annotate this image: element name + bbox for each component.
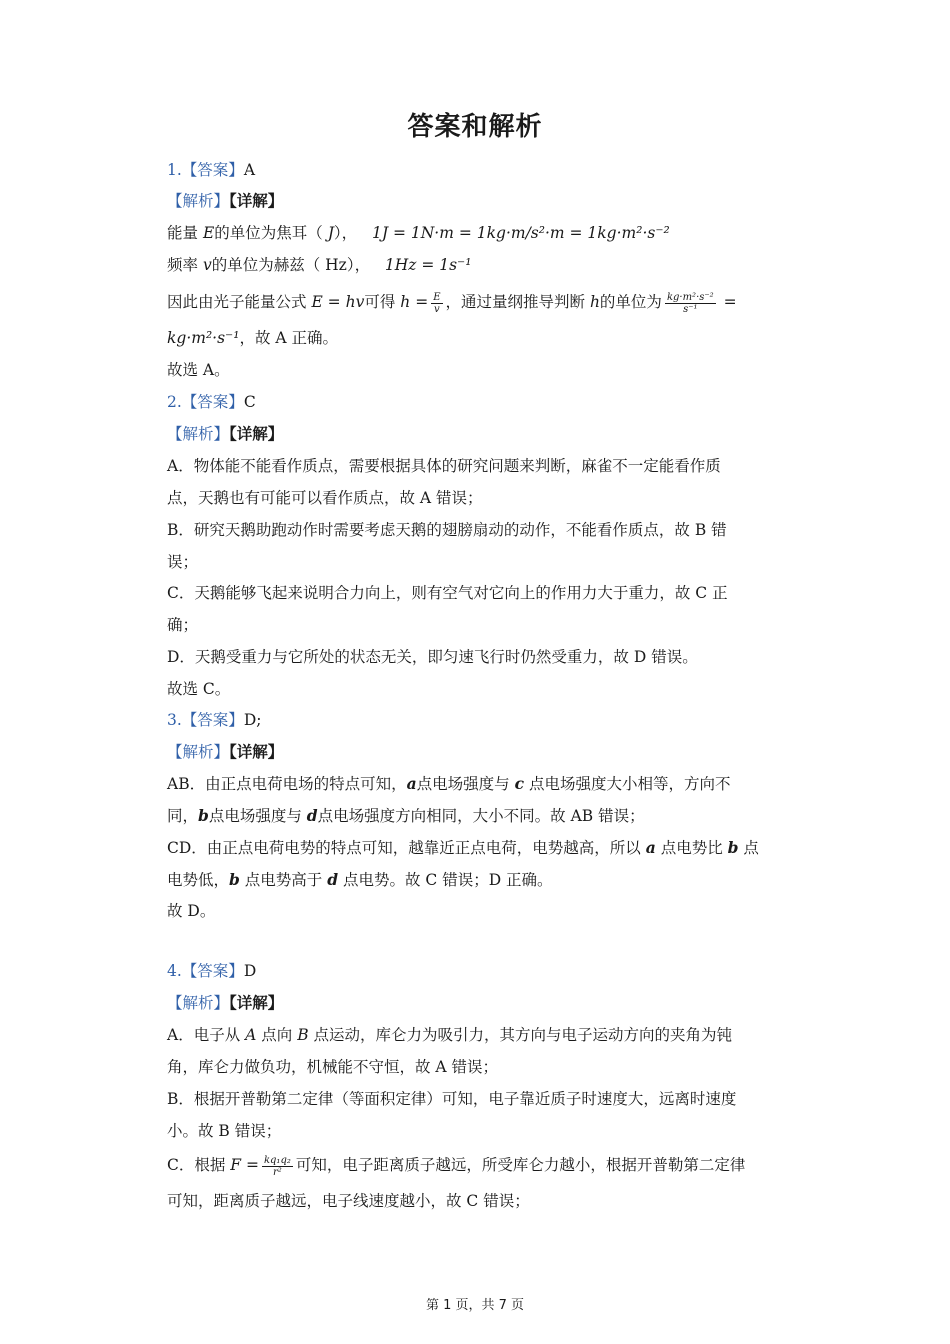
text: 点电场强度大小相等，方向不 (524, 775, 731, 793)
text: 点电势高于 (239, 871, 328, 889)
frac-num: kq₁q₂ (263, 1154, 291, 1166)
q4-option-a-line1 (167, 1024, 732, 1046)
text: 点电场强度与 (416, 775, 515, 793)
text: 可得 (364, 293, 401, 311)
q4-answer-line (167, 960, 256, 982)
q2-option-a-line1: A．物体能不能看作质点，需要根据具体的研究问题来判断，麻雀不一定能看作质 (167, 457, 721, 475)
q4-answer: D (243, 962, 257, 980)
q2-option-b-line1: B．研究天鹅助跑动作时需要考虑天鹅的翅膀扇动的动作，不能看作质点，故 B 错 (167, 521, 727, 539)
text: 的单位为赫兹（ Hz）， (211, 256, 375, 274)
q2-detail-label: 【详解】 (229, 424, 284, 443)
frac-den: s⁻¹ (683, 303, 698, 315)
q3-analysis-line (167, 741, 283, 763)
q1-analysis-line (167, 190, 283, 212)
q4-option-a-line2: 角，库仑力做负功，机械能不守恒，故 A 错误； (167, 1058, 499, 1076)
q3-answer: D; (243, 711, 262, 729)
text: 可知，电子距离质子越远，所受库仑力越小，根据开普勒第二定律 (295, 1156, 746, 1174)
q2-option-b-line2: 误； (167, 553, 199, 571)
var-E: E (202, 224, 215, 242)
joule-equation: 1J = 1N·m = 1kg·m/s²·m = 1kg·m²·s⁻² (371, 224, 670, 242)
q3-analysis-label: 【解析】 (167, 743, 230, 761)
fraction-e-over-v (431, 292, 442, 315)
text: 点电场强度与 (208, 807, 307, 825)
text: 点 (738, 839, 759, 857)
var-a: a (645, 838, 656, 857)
q4-analysis-line (167, 992, 283, 1014)
q1-number: 1. (167, 161, 182, 179)
text: = (718, 293, 737, 311)
q1-detail-label: 【详解】 (229, 191, 284, 210)
var-B: B (297, 1026, 309, 1044)
q2-answer-line (167, 391, 256, 413)
frac-den: v (434, 303, 440, 315)
page-title: 答案和解析 (407, 112, 543, 142)
text: ，故 A 正确。 (239, 329, 338, 347)
q3-answer-line (167, 709, 261, 731)
var-b: b (727, 838, 739, 857)
q3-answer-label: 【答案】 (181, 711, 244, 729)
q4-answer-label: 【答案】 (181, 962, 244, 980)
q4-option-b-line2: 小。故 B 错误； (167, 1122, 282, 1140)
text: 点向 (256, 1026, 298, 1044)
var-h: h = (400, 293, 429, 311)
q3-option-ab-line2 (167, 805, 645, 827)
var-b: b (198, 806, 209, 825)
q2-analysis-line (167, 423, 283, 445)
unit-result: kg·m²·s⁻¹ (167, 329, 240, 347)
frac-num: E (433, 291, 441, 303)
q2-option-a-line2: 点，天鹅也有可能可以看作质点，故 A 错误； (167, 489, 483, 507)
q1-frequency-line (167, 254, 471, 276)
q2-option-d-line1: D．天鹅受重力与它所处的状态无关，即匀速飞行时仍然受重力，故 D 错误。 (167, 648, 698, 666)
text: 点电场强度方向相同，大小不同。故 AB 错误； (317, 807, 645, 825)
q4-detail-label: 【详解】 (229, 993, 284, 1012)
hertz-equation: 1Hz = 1s⁻¹ (384, 256, 472, 274)
q2-analysis-label: 【解析】 (167, 425, 230, 443)
frac-num: kg·m²·s⁻² (666, 291, 714, 303)
q1-answer: A (243, 161, 256, 179)
q3-option-ab-line1 (167, 773, 730, 795)
q4-analysis-label: 【解析】 (167, 994, 230, 1012)
text: 点电势比 (655, 839, 728, 857)
q1-conclusion: 故选 A。 (167, 361, 230, 379)
q3-option-cd-line1 (167, 837, 759, 859)
fraction-coulomb (262, 1155, 293, 1178)
var-d: d (306, 806, 318, 825)
text: A．电子从 (167, 1026, 246, 1044)
q1-energy-line (167, 222, 670, 244)
q2-number: 2. (167, 393, 182, 411)
text: ）， (333, 224, 363, 242)
q1-answer-line (167, 159, 255, 181)
q4-number: 4. (167, 962, 182, 980)
var-A: A (245, 1026, 257, 1044)
text: 的单位为焦耳（ (214, 224, 328, 242)
text: 因此由光子能量公式 (167, 293, 312, 311)
var-J: J (327, 224, 334, 242)
q2-answer-label: 【答案】 (181, 393, 244, 411)
q1-answer-label: 【答案】 (181, 161, 244, 179)
var-d: d (327, 870, 339, 889)
text: 能量 (167, 224, 203, 242)
text: 频率 (167, 256, 203, 274)
text: ，通过量纲推导判断 (445, 293, 590, 311)
q2-option-c-line2: 确； (167, 616, 199, 634)
text: 同， (167, 807, 199, 825)
var-b: b (229, 870, 240, 889)
q4-option-c-line1 (167, 1154, 745, 1178)
text: 点运动，库仑力为吸引力，其方向与电子运动方向的夹角为钝 (308, 1026, 733, 1044)
q2-answer: C (243, 393, 256, 411)
text: C．根据 (167, 1156, 231, 1174)
text: CD．由正点电荷电势的特点可知，越靠近正点电荷，电势越高，所以 (167, 839, 646, 857)
q3-detail-label: 【详解】 (229, 742, 284, 761)
q1-analysis-label: 【解析】 (167, 192, 230, 210)
q3-conclusion: 故 D。 (167, 902, 216, 920)
text: 电势低， (167, 871, 230, 889)
q2-conclusion: 故选 C。 (167, 680, 231, 698)
q1-result-line (167, 327, 338, 349)
text: 点电势。故 C 错误；D 正确。 (338, 871, 553, 889)
q4-option-c-line2: 可知，距离质子越远，电子线速度越小，故 C 错误； (167, 1192, 530, 1210)
page-footer: 第 1 页，共 7 页 (425, 1298, 525, 1313)
q1-derivation-line (167, 291, 737, 315)
q3-option-cd-line2 (167, 869, 553, 891)
var-a: a (406, 774, 417, 793)
q4-option-b-line1: B．根据开普勒第二定律（等面积定律）可知，电子靠近质子时速度大，远离时速度 (167, 1090, 737, 1108)
var-h: h (589, 293, 600, 311)
fraction-unit (665, 292, 716, 315)
frac-den: r² (273, 1166, 282, 1178)
photon-energy-formula: E = hv (311, 293, 365, 311)
q3-number: 3. (167, 711, 182, 729)
var-c: c (514, 774, 525, 793)
q2-option-c-line1: C．天鹅能够飞起来说明合力向上，则有空气对它向上的作用力大于重力，故 C 正 (167, 584, 728, 602)
text: 的单位为 (599, 293, 662, 311)
text: AB．由正点电荷电场的特点可知， (167, 775, 407, 793)
coulomb-formula: F = (230, 1156, 259, 1174)
var-v: v (202, 256, 212, 274)
